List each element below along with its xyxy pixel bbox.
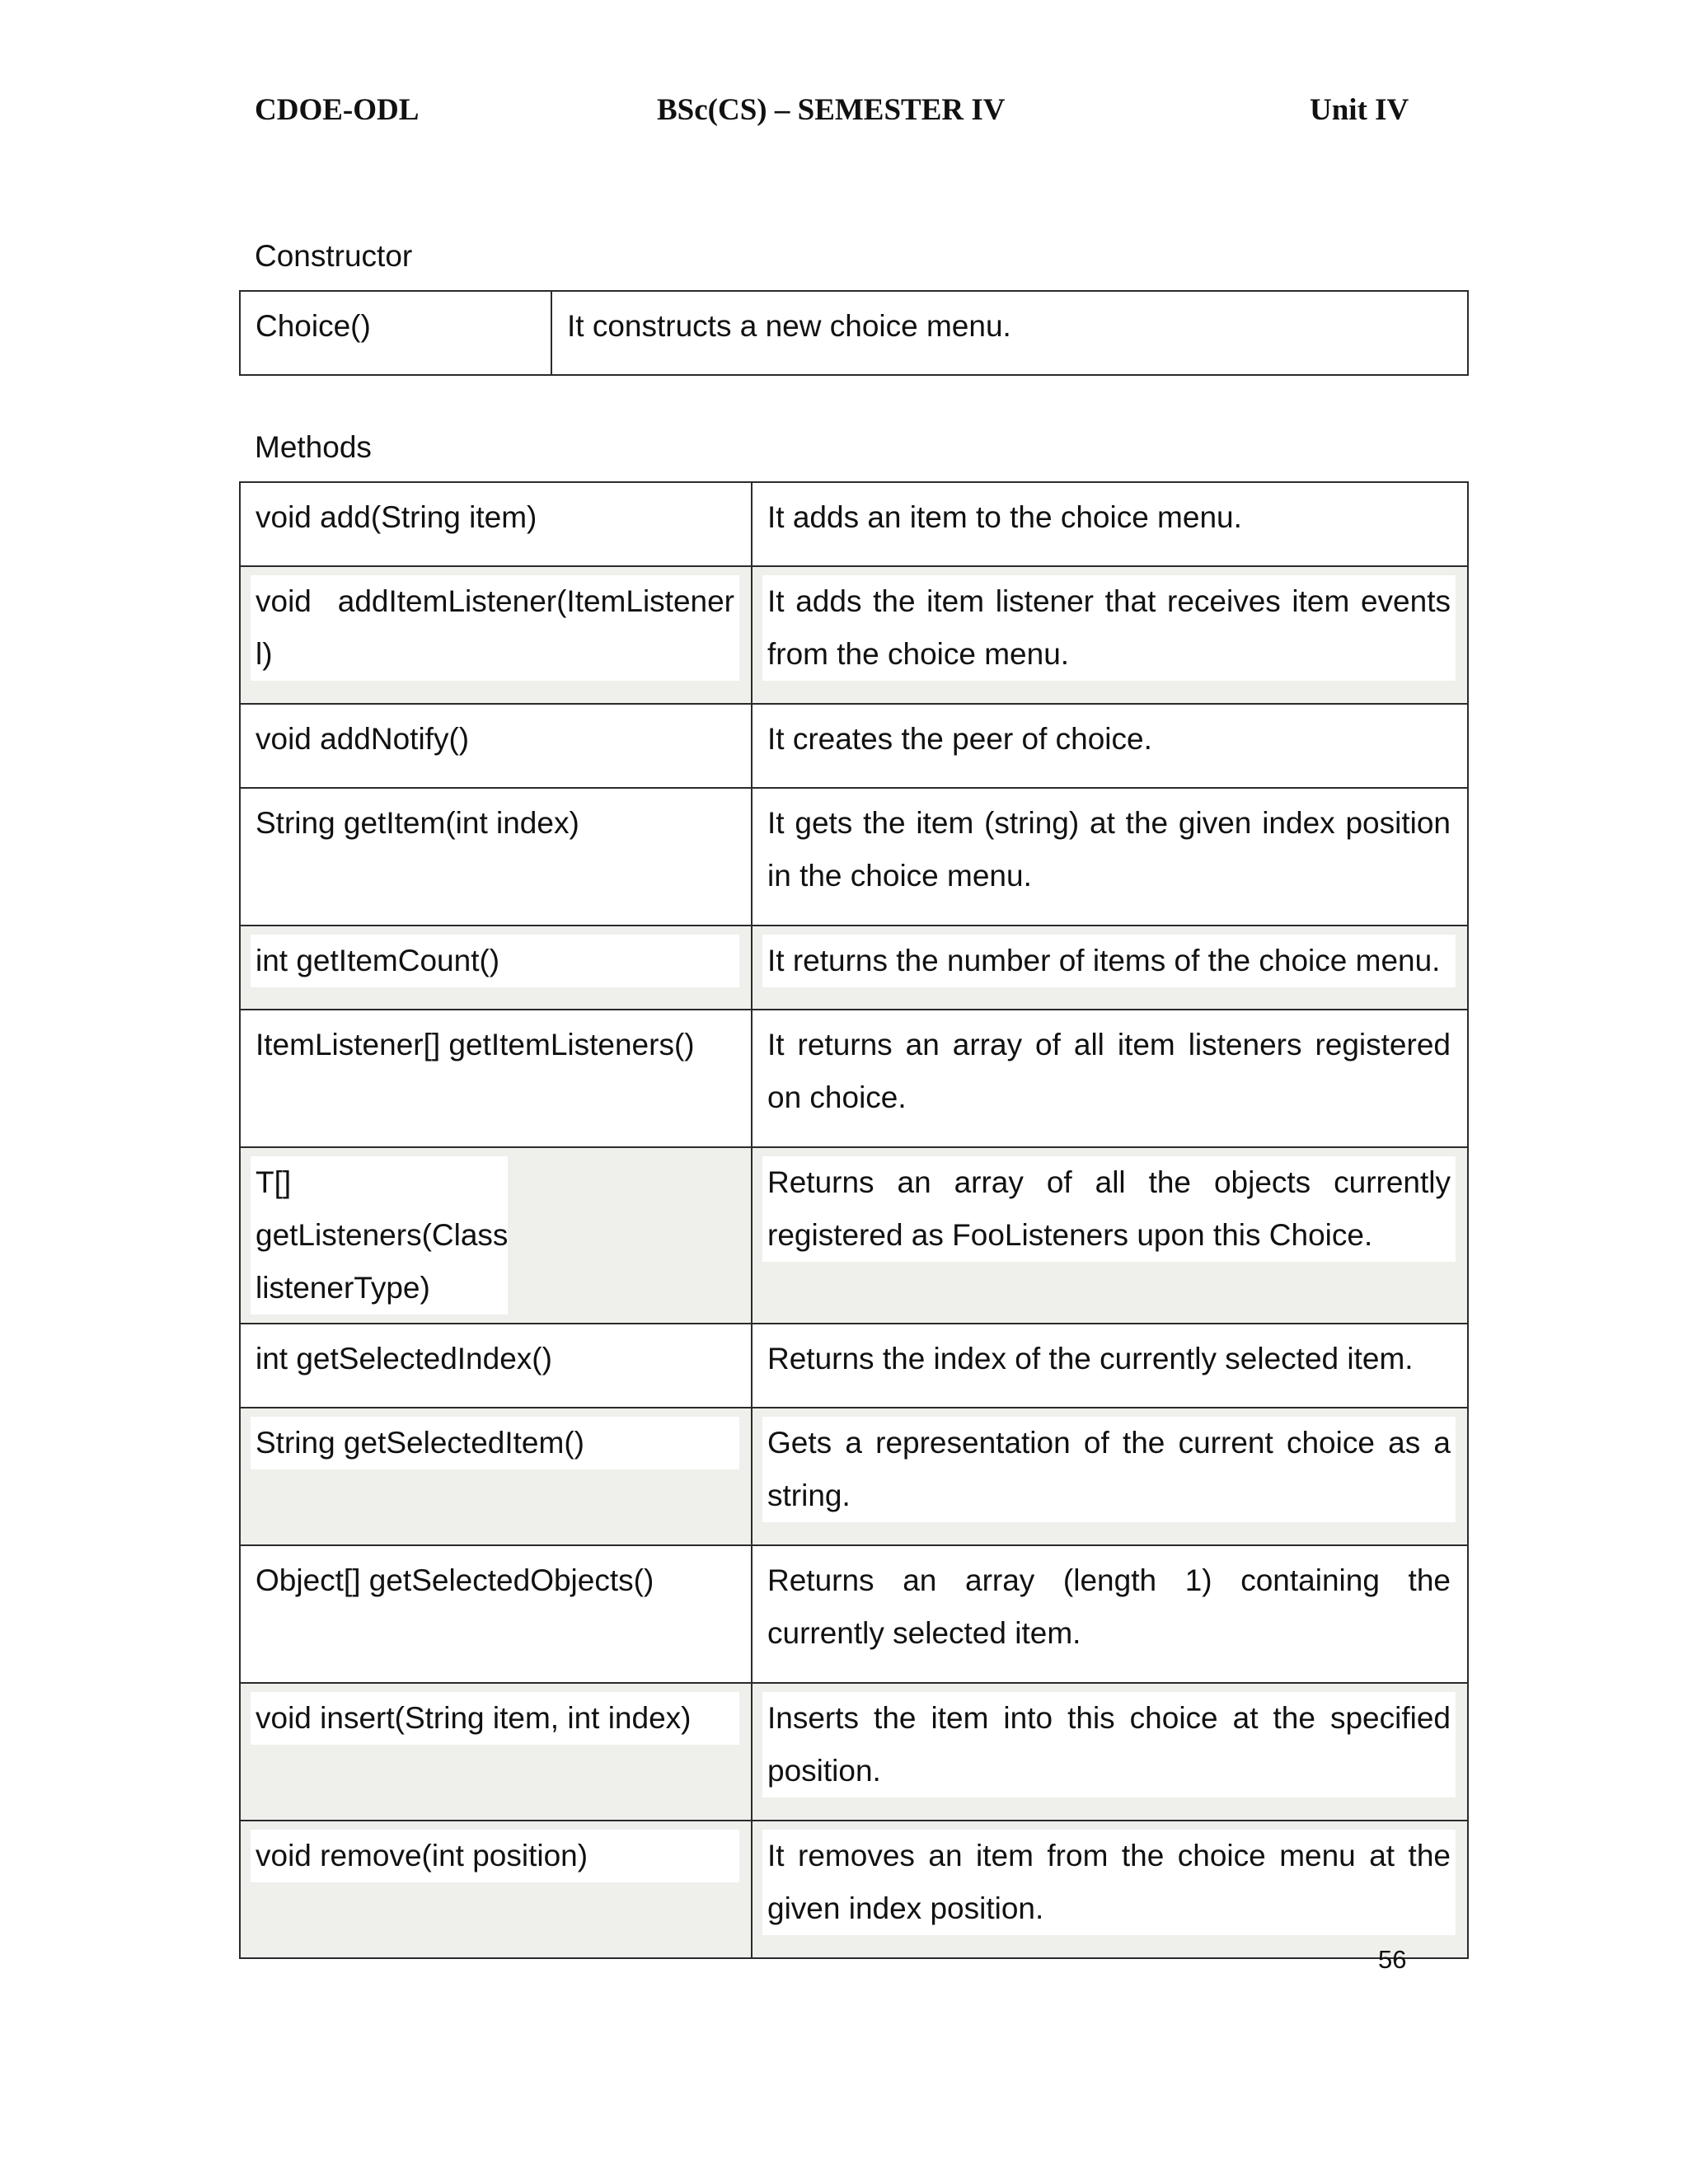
signature-text: int getSelectedIndex() (256, 1342, 552, 1376)
signature-cell (240, 291, 551, 375)
signature-cell (240, 1821, 752, 1958)
description-cell (752, 1683, 1468, 1821)
table-row (240, 1147, 1468, 1324)
description-text: Gets a representation of the current choice as a string. (762, 1417, 1456, 1522)
signature-text: String getItem(int index) (256, 806, 579, 840)
signature-text: void addNotify() (256, 722, 470, 756)
description-cell (752, 1821, 1468, 1958)
signature-cell (240, 1010, 752, 1147)
signature-text: ItemListener[] getItemListeners() (256, 1028, 695, 1062)
description-cell (752, 1324, 1468, 1408)
table-row (240, 788, 1468, 926)
signature-cell (240, 704, 752, 788)
description-text: It adds an item to the choice menu. (767, 500, 1242, 534)
description-cell (752, 482, 1468, 566)
page-number: 56 (1378, 1945, 1407, 1974)
table-row (240, 1545, 1468, 1683)
table-row (240, 482, 1468, 566)
methods-table (239, 481, 1469, 1959)
description-cell (752, 704, 1468, 788)
signature-cell (240, 1147, 752, 1324)
page-header (255, 92, 1409, 134)
table-row (240, 1324, 1468, 1408)
description-text: Returns the index of the currently selected item. (767, 1342, 1414, 1376)
table-row (240, 704, 1468, 788)
header-unit: Unit IV (1310, 93, 1409, 127)
signature-text: String getSelectedItem() (251, 1417, 739, 1469)
table-row (240, 1821, 1468, 1958)
signature-cell (240, 1408, 752, 1545)
table-row (240, 1010, 1468, 1147)
description-cell (752, 1010, 1468, 1147)
table-row (240, 1683, 1468, 1821)
signature-text: void add(String item) (256, 500, 537, 534)
table-row (240, 291, 1468, 375)
header-course: BSc(CS) – SEMESTER IV (657, 93, 1006, 127)
signature-text: void remove(int position) (251, 1830, 739, 1882)
description-cell (752, 1408, 1468, 1545)
description-text: It gets the item (string) at the given index position in the choice menu. (767, 806, 1451, 893)
constructor-table (239, 290, 1469, 376)
signature-cell (240, 1545, 752, 1683)
table-row (240, 926, 1468, 1010)
description-text: It adds the item listener that receives item events from the choice menu. (762, 575, 1456, 681)
table-row (240, 1408, 1468, 1545)
signature-text: Choice() (256, 309, 371, 343)
description-cell (752, 926, 1468, 1010)
table-row (240, 566, 1468, 704)
signature-cell (240, 1324, 752, 1408)
description-text: It returns the number of items of the choice menu. (762, 935, 1456, 987)
signature-cell (240, 788, 752, 926)
description-text: It creates the peer of choice. (767, 722, 1152, 756)
description-text: Returns an array (length 1) containing the currently selected item. (767, 1563, 1451, 1650)
signature-cell (240, 482, 752, 566)
description-text: Inserts the item into this choice at the specified position. (762, 1692, 1456, 1797)
signature-cell (240, 926, 752, 1010)
description-text: It removes an item from the choice menu at the given index position. (762, 1830, 1456, 1935)
signature-text: int getItemCount() (251, 935, 739, 987)
signature-text: void addItemListener(ItemListener l) (251, 575, 739, 681)
description-text: It returns an array of all item listeners registered on choice. (767, 1028, 1451, 1114)
description-cell (752, 788, 1468, 926)
header-institution: CDOE-ODL (255, 93, 420, 127)
signature-cell (240, 566, 752, 704)
methods-heading: Methods (255, 430, 372, 464)
signature-text: void insert(String item, int index) (251, 1692, 739, 1745)
signature-text: Object[] getSelectedObjects() (256, 1563, 654, 1597)
description-text: Returns an array of all the objects currently registered as FooListeners upon this Choice. (762, 1156, 1456, 1262)
description-cell (551, 291, 1468, 375)
description-cell (752, 1147, 1468, 1324)
constructor-heading: Constructor (255, 239, 413, 273)
signature-cell (240, 1683, 752, 1821)
description-cell (752, 1545, 1468, 1683)
description-cell (752, 566, 1468, 704)
description-text: It constructs a new choice menu. (567, 309, 1011, 343)
signature-text: T[] getListeners(Class listenerType) (251, 1156, 508, 1315)
